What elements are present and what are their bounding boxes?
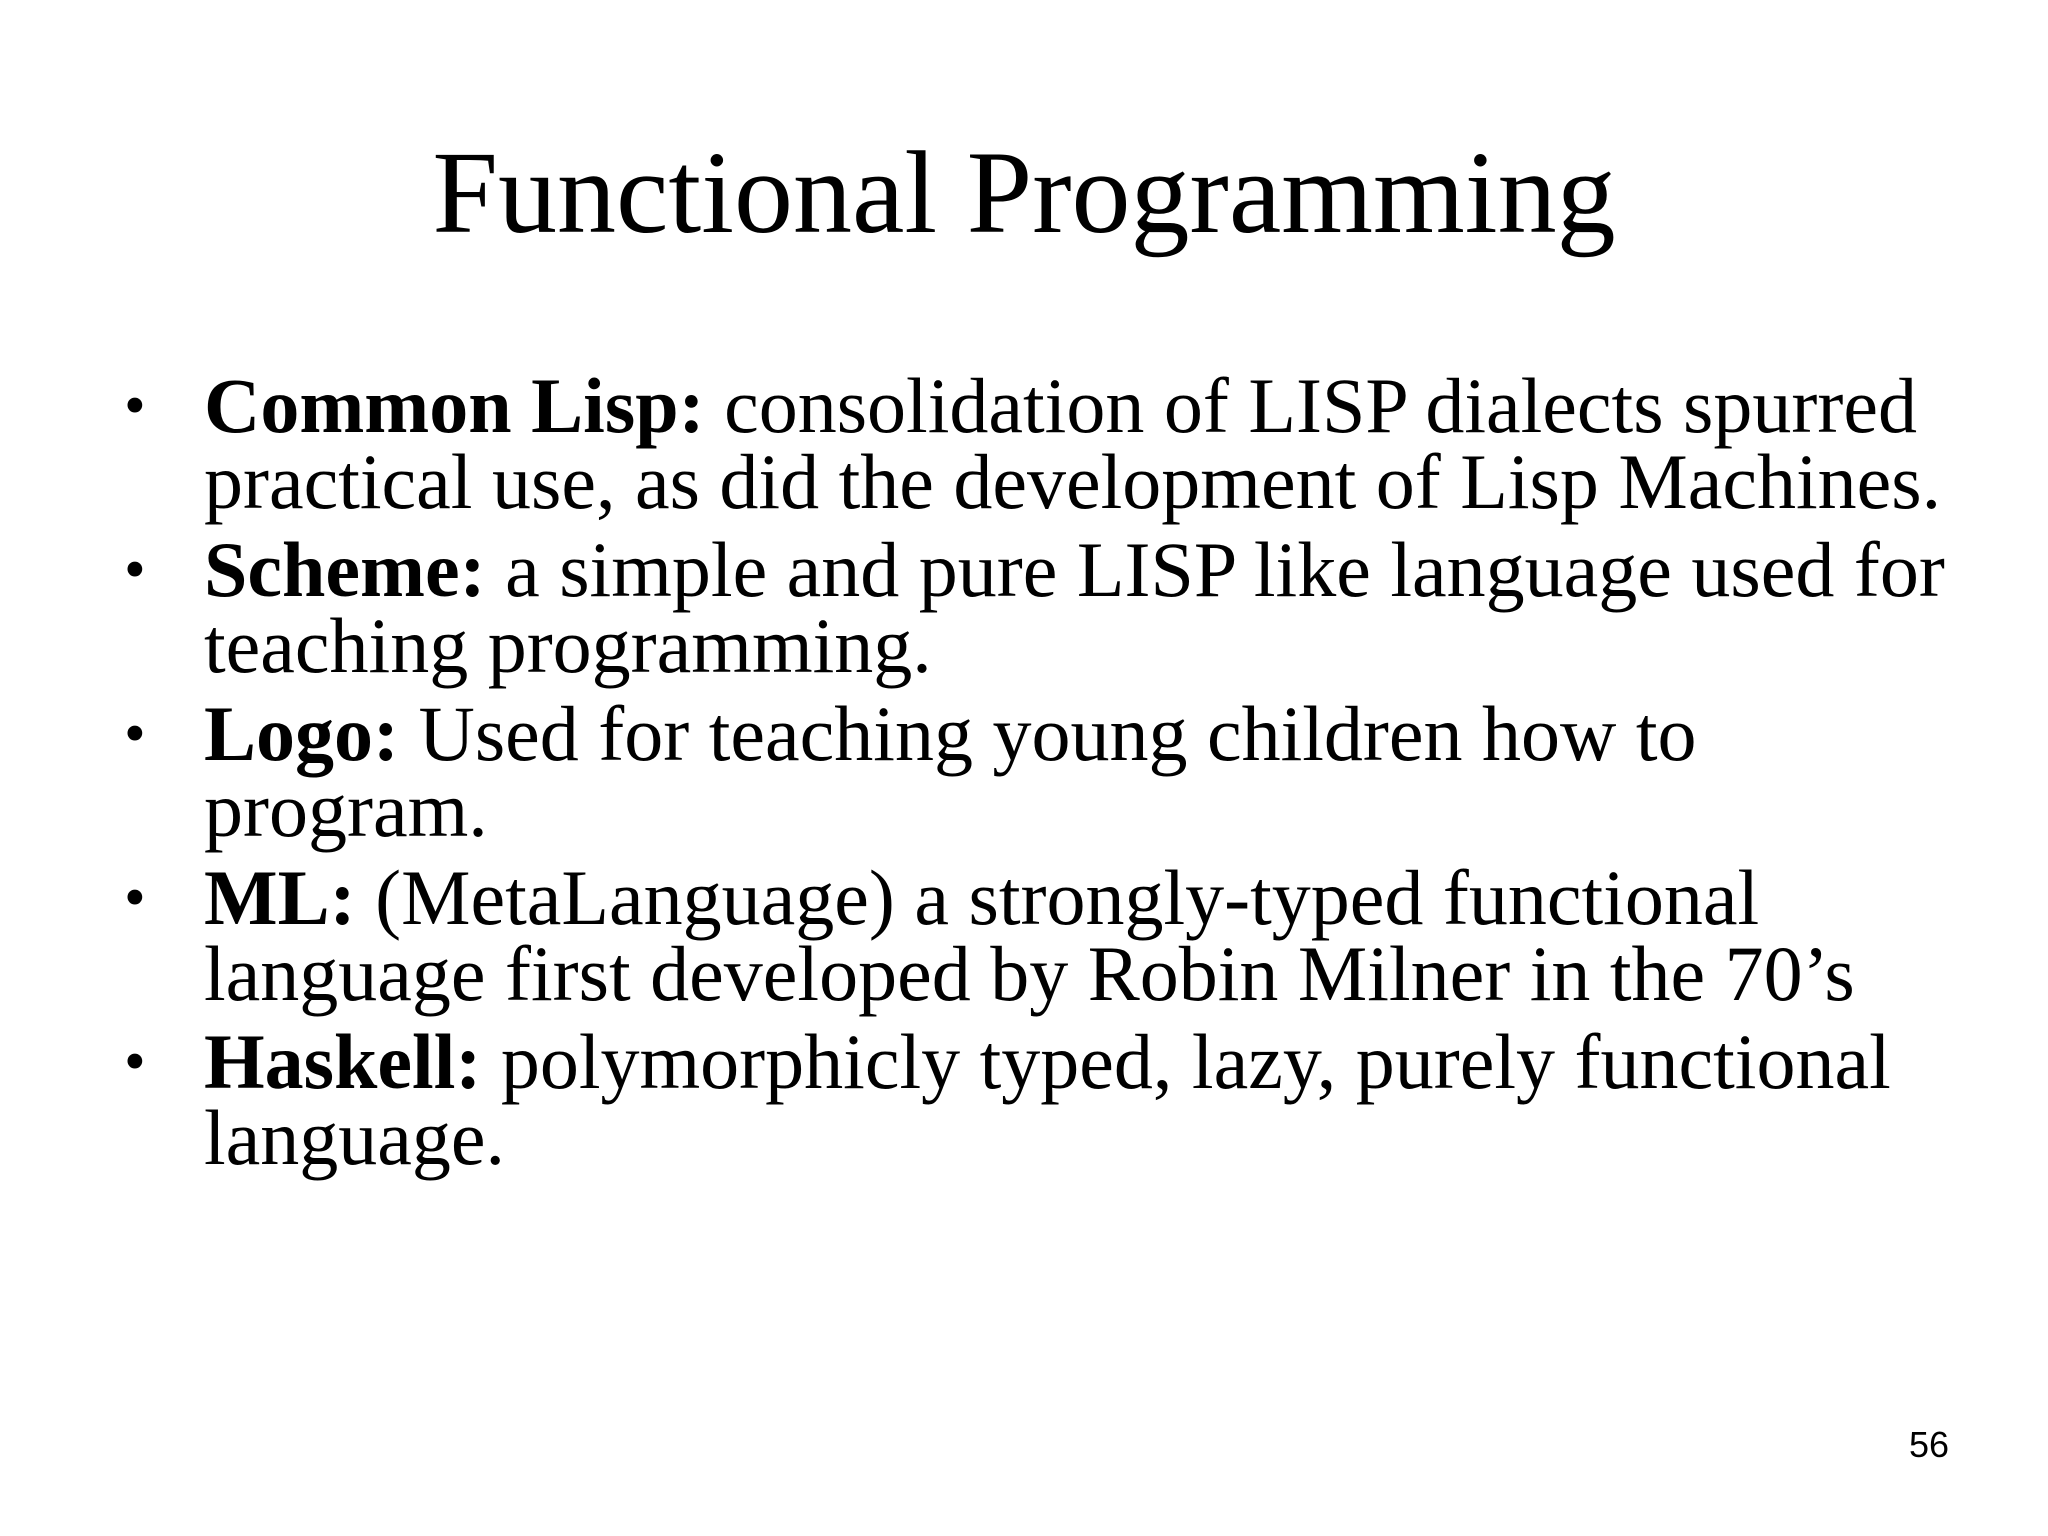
bullet-dot-icon: •	[124, 1028, 146, 1096]
bullet-scheme	[118, 526, 1958, 689]
bullet-text: (MetaLanguage) a strongly-typed functional language first developed by Robin Milner in the 70’s	[204, 854, 1855, 1017]
bullet-common-lisp	[118, 362, 1958, 525]
bullet-term: Logo:	[204, 690, 399, 777]
bullet-term: Scheme:	[204, 526, 486, 613]
bullet-text: Used for teaching young children how to program.	[204, 690, 1697, 853]
bullet-list	[118, 362, 1958, 1188]
bullet-term: Common Lisp:	[204, 362, 705, 449]
bullet-dot-icon: •	[124, 536, 146, 604]
bullet-logo	[118, 690, 1958, 853]
bullet-text: a simple and pure LISP like language used for teaching programming.	[204, 526, 1945, 689]
bullet-text: polymorphicly typed, lazy, purely functional language.	[204, 1018, 1891, 1181]
bullet-term: Haskell:	[204, 1018, 482, 1105]
bullet-haskell	[118, 1018, 1958, 1181]
bullet-dot-icon: •	[124, 700, 146, 768]
bullet-dot-icon: •	[124, 372, 146, 440]
slide-title: Functional Programming	[432, 127, 1616, 258]
bullet-text: consolidation of LISP dialects spurred practical use, as did the development of Lisp Machines.	[204, 362, 1942, 525]
bullet-term: ML:	[204, 854, 356, 941]
bullet-ml	[118, 854, 1958, 1017]
bullet-dot-icon: •	[124, 864, 146, 932]
page-number: 56	[1908, 1424, 1949, 1465]
